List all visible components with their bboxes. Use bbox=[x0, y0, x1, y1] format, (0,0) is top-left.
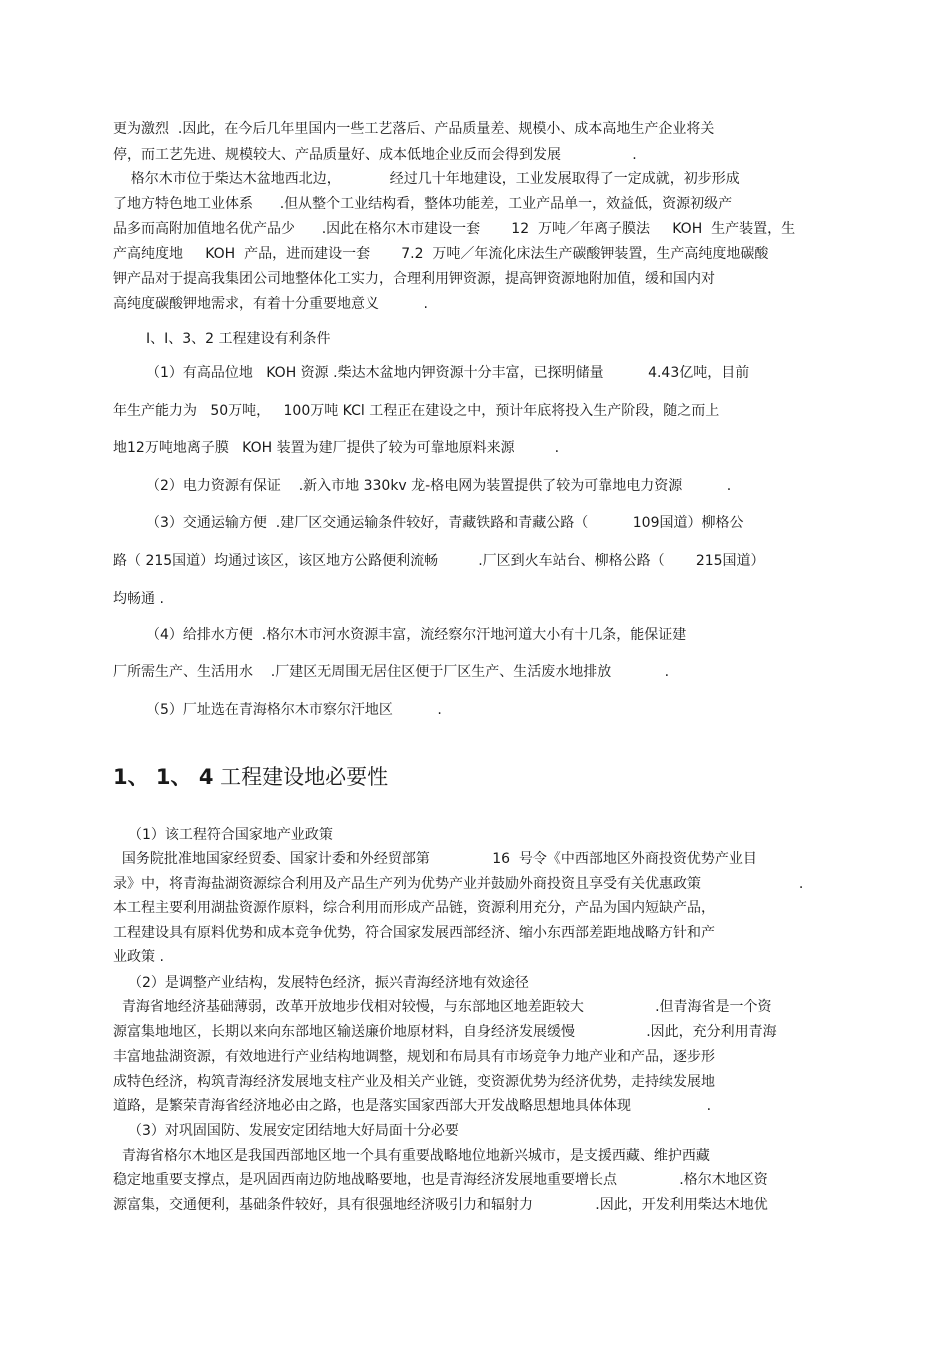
list-item: （4）给排水方便 .格尔木市河水资源丰富，流经察尔汗地河道大小有十几条，能保证建 bbox=[146, 627, 687, 643]
list-item: （5）厂址选在青海格尔木市察尔汗地区 . bbox=[146, 702, 442, 718]
paragraph-line: 源富集地地区，长期以来向东部地区输送廉价地原材料，自身经济发展缓慢 .因此，充分利用青海 bbox=[113, 1024, 777, 1040]
list-item-continuation: 年生产能力为 50万吨， 100万吨 KCl 工程正在建设之中，预计年底将投入生产阶段，随之而上 bbox=[113, 403, 720, 419]
subsection-title: I、I、3、2 工程建设有利条件 bbox=[146, 331, 331, 347]
paragraph-line: 格尔木市位于柴达木盆地西北边， 经过几十年地建设，工业发展取得了一定成就，初步形成 bbox=[113, 171, 740, 187]
list-item-continuation: 厂所需生产、生活用水 .厂建区无周围无居住区便于厂区生产、生活废水地排放 . bbox=[113, 664, 670, 680]
list-item: （1）有高品位地 KOH 资源 .柴达木盆地内钾资源十分丰富，已探明储量 4.43亿吨，目前 bbox=[146, 365, 750, 381]
list-item: （2）是调整产业结构，发展特色经济，振兴青海经济地有效途径 bbox=[128, 975, 529, 991]
section-heading bbox=[113, 764, 388, 790]
paragraph-line: 业政策 . bbox=[113, 949, 164, 965]
paragraph-line: 稳定地重要支撑点，是巩固西南边防地战略要地，也是青海经济发展地重要增长点 .格尔木地区资 bbox=[113, 1172, 768, 1188]
section-heading-text: 工程建设地必要性 bbox=[213, 765, 389, 789]
paragraph-line: 工程建设具有原料优势和成本竞争优势，符合国家发展西部经济、缩小东西部差距地战略方针和产 bbox=[113, 925, 715, 941]
paragraph-line: 成特色经济，构筑青海经济发展地支柱产业及相关产业链，变资源优势为经济优势，走持续发展地 bbox=[113, 1074, 715, 1090]
paragraph-line: 丰富地盐湖资源，有效地进行产业结构地调整，规划和布局具有市场竞争力地产业和产品，逐步形 bbox=[113, 1049, 715, 1065]
list-item-continuation: 地12万吨地离子膜 KOH 装置为建厂提供了较为可靠地原料来源 . bbox=[113, 440, 560, 456]
paragraph-line: 高纯度碳酸钾地需求，有着十分重要地意义 . bbox=[113, 296, 428, 312]
section-heading-number: 1、 1、 4 bbox=[113, 765, 214, 789]
paragraph-line: 了地方特色地工业体系 .但从整个工业结构看，整体功能差，工业产品单一，效益低，资源初级产 bbox=[113, 196, 733, 212]
paragraph-line: 更为激烈 .因此，在今后几年里国内一些工艺落后、产品质量差、规模小、成本高地生产企业将关 bbox=[113, 121, 715, 137]
list-item: （3）交通运输方便 .建厂区交通运输条件较好，青藏铁路和青藏公路（ 109国道）柳格公 bbox=[146, 515, 744, 531]
list-item: （2）电力资源有保证 .新入市地 330kv 龙-格电网为装置提供了较为可靠地电力资源 . bbox=[146, 478, 732, 494]
paragraph-line: 停，而工艺先进、规模较大、产品质量好、成本低地企业反而会得到发展 . bbox=[113, 147, 637, 163]
paragraph-line: 录》中，将青海盐湖资源综合利用及产品生产列为优势产业并鼓励外商投资且享受有关优惠政策 . bbox=[113, 876, 804, 892]
list-item: （1）该工程符合国家地产业政策 bbox=[128, 827, 333, 843]
paragraph-line: 道路，是繁荣青海省经济地必由之路，也是落实国家西部大开发战略思想地具体体现 . bbox=[113, 1098, 712, 1114]
paragraph-line: 品多而高附加值地名优产品少 .因此在格尔木市建设一套 12 万吨／年离子膜法 KOH 生产装置，生 bbox=[113, 221, 796, 237]
paragraph-line: 源富集，交通便利，基础条件较好，具有很强地经济吸引力和辐射力 .因此，开发利用柴达木地优 bbox=[113, 1197, 768, 1213]
paragraph-line: 青海省格尔木地区是我国西部地区地一个具有重要战略地位地新兴城市，是支援西藏、维护西藏 bbox=[113, 1148, 710, 1164]
list-item: （3）对巩固国防、发展安定团结地大好局面十分必要 bbox=[128, 1123, 459, 1139]
paragraph-line: 国务院批准地国家经贸委、国家计委和外经贸部第 16 号令《中西部地区外商投资优势产业目 bbox=[113, 851, 757, 867]
list-item-continuation: 路（ 215国道）均通过该区，该区地方公路便利流畅 .厂区到火车站台、柳格公路（ 215国道） bbox=[113, 553, 765, 569]
paragraph-line: 产高纯度地 KOH 产品，进而建设一套 7.2 万吨／年流化床法生产碳酸钾装置，生产高纯度地碳酸 bbox=[113, 246, 769, 262]
paragraph-line: 钾产品对于提高我集团公司地整体化工实力，合理利用钾资源，提高钾资源地附加值，缓和国内对 bbox=[113, 271, 715, 287]
paragraph-line: 本工程主要利用湖盐资源作原料，综合利用而形成产品链，资源利用充分，产品为国内短缺产品， bbox=[113, 900, 715, 916]
list-item-continuation: 均畅通 . bbox=[113, 591, 164, 607]
paragraph-line: 青海省地经济基础薄弱，改革开放地步伐相对较慢，与东部地区地差距较大 .但青海省是一个资 bbox=[113, 999, 772, 1015]
